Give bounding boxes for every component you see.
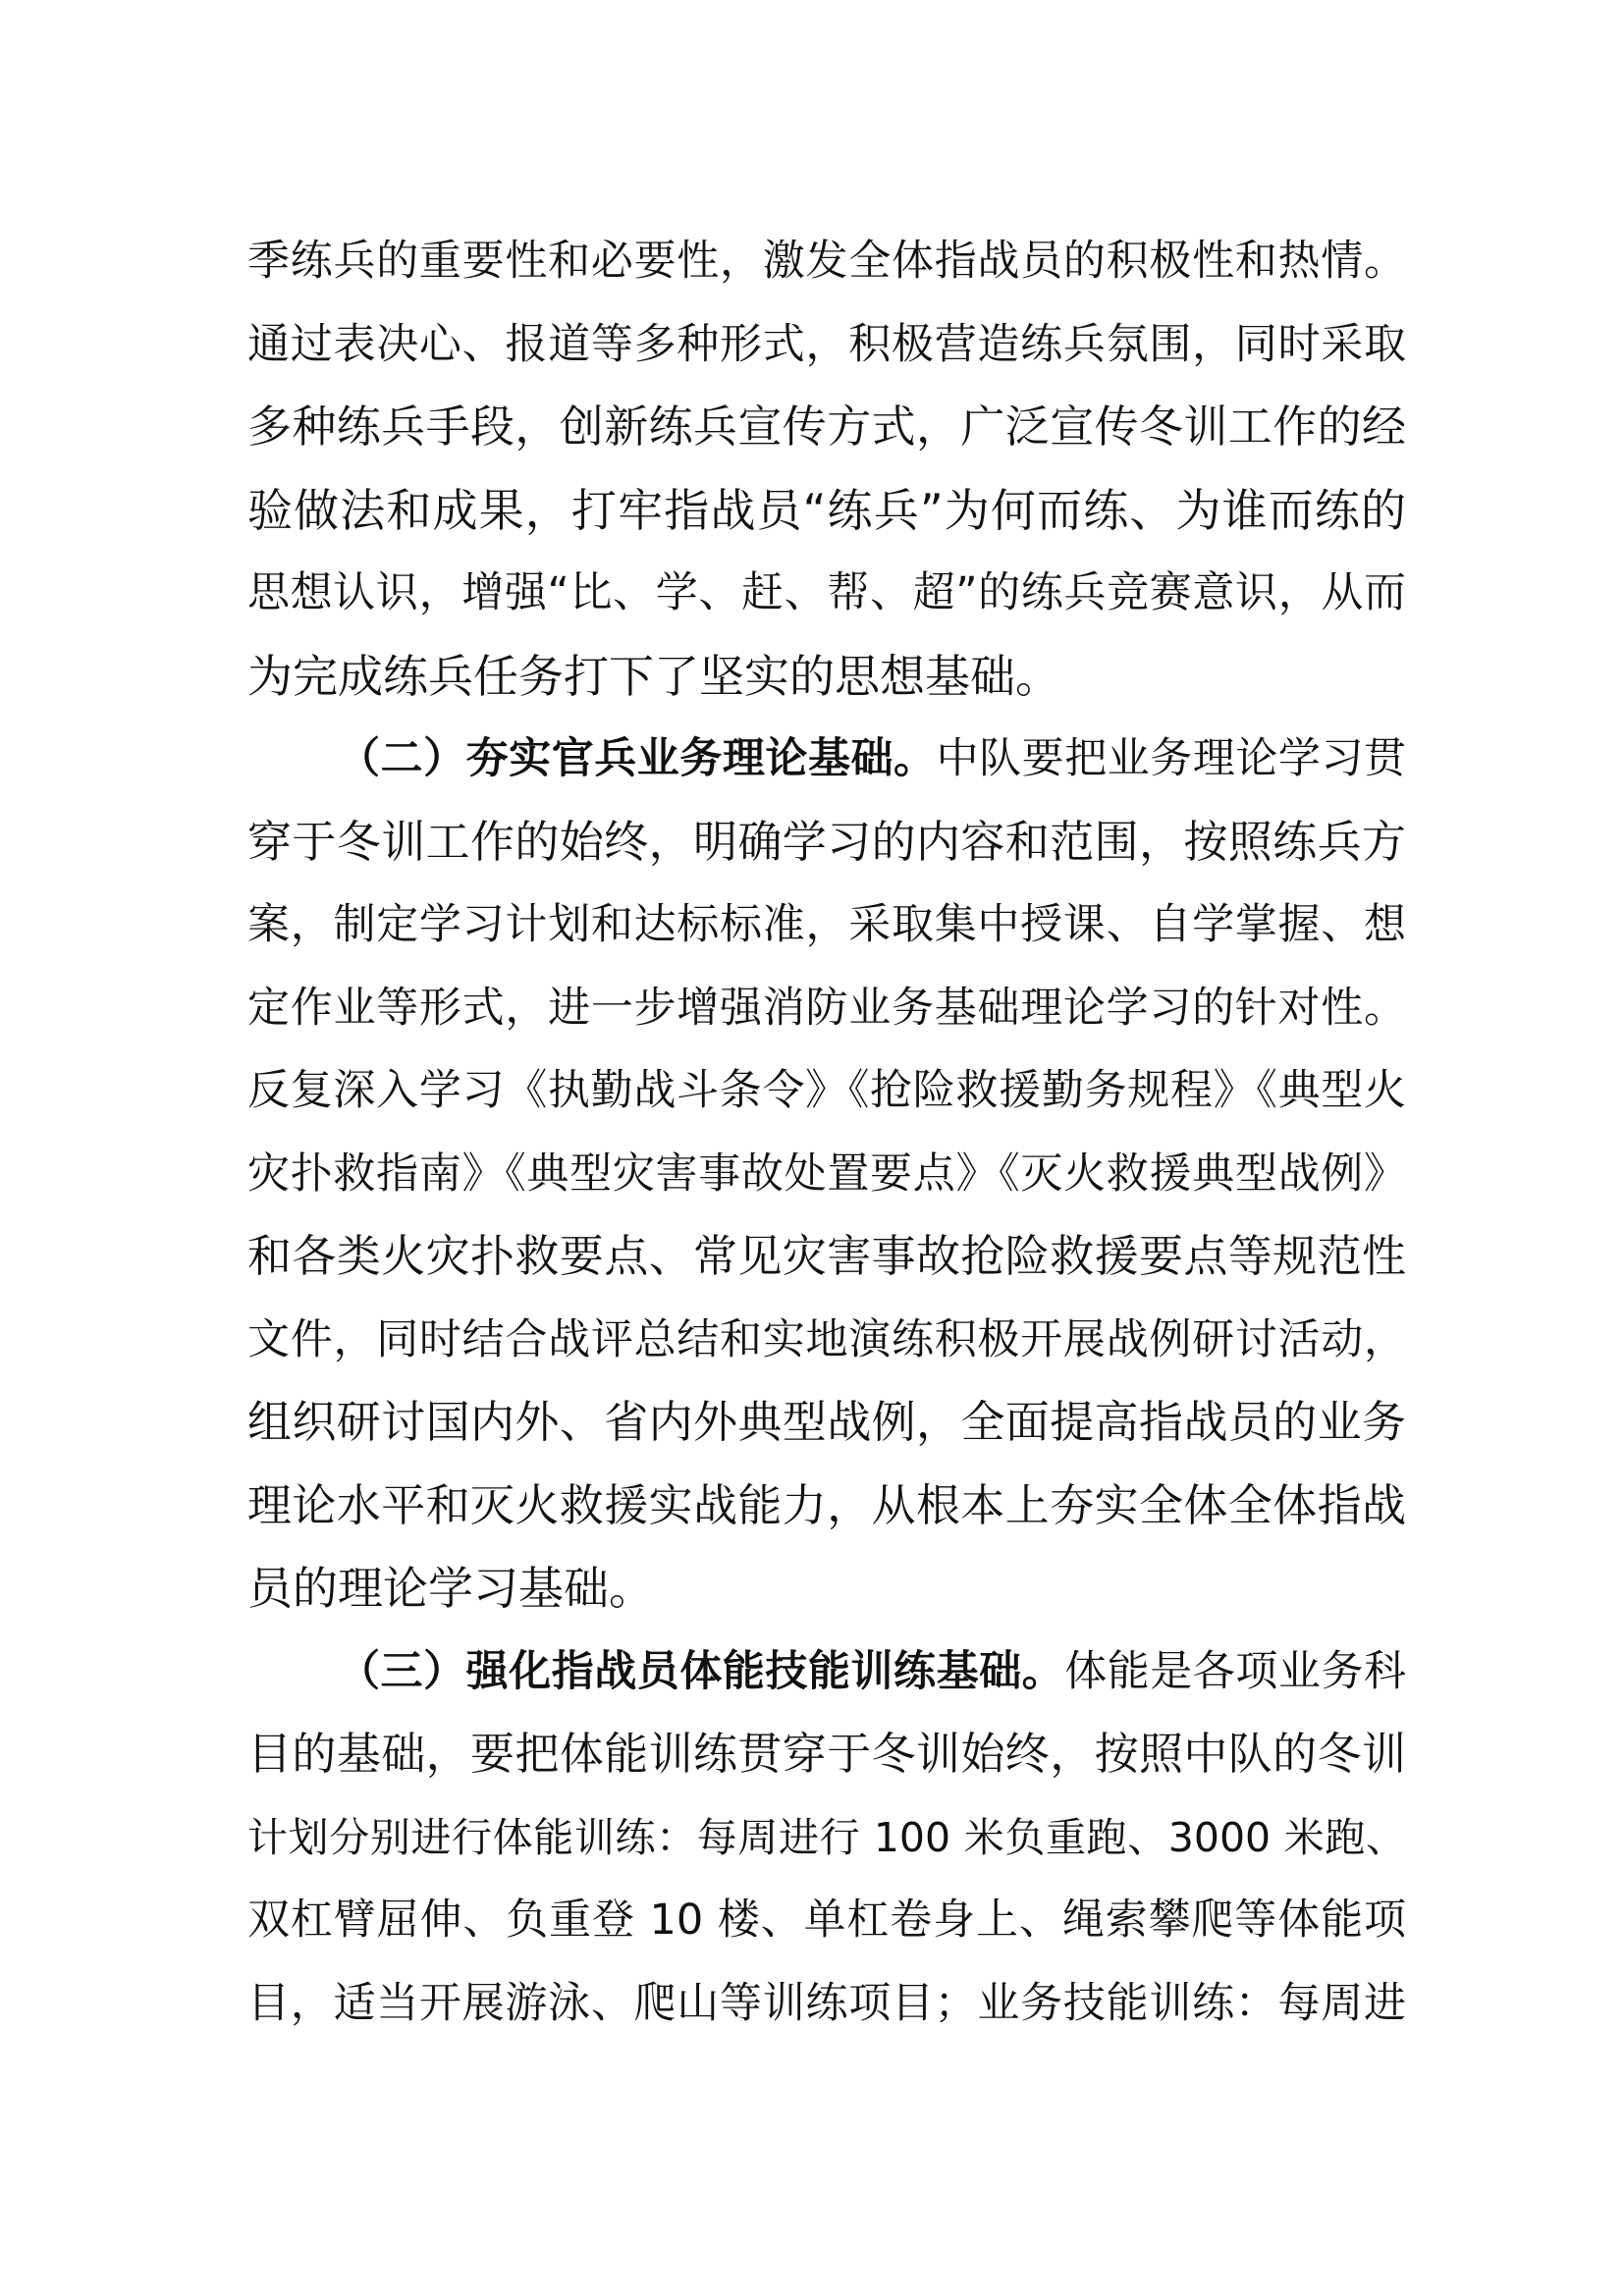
text-line: 案，制定学习计划和达标标准，采取集中授课、自学掌握、想 bbox=[247, 900, 1406, 949]
section-2-first-line bbox=[247, 718, 1406, 801]
text-line: 双杠臂屈伸、负重登 10 楼、单杠卷身上、绳索攀爬等体能项 bbox=[247, 1896, 1406, 1945]
text-line: 员的理论学习基础。 bbox=[247, 1562, 654, 1615]
text-line: 和各类火灾扑救要点、常见灾害事故抢险救援要点等规范性 bbox=[247, 1230, 1406, 1282]
section-3-first-line bbox=[247, 1630, 1406, 1714]
text-line: 通过表决心、报道等多种形式，积极营造练兵氛围，同时采取 bbox=[247, 319, 1406, 369]
text-line: 组织研讨国内外、省内外典型战例，全面提高指战员的业务 bbox=[247, 1396, 1406, 1448]
text-line: 定作业等形式，进一步增强消防业务基础理论学习的针对性。 bbox=[247, 983, 1406, 1033]
text-line: 季练兵的重要性和必要性，激发全体指战员的积极性和热情。 bbox=[247, 237, 1406, 286]
section-3-paragraph bbox=[247, 1630, 1406, 2046]
text-line: 为完成练兵任务打下了坚实的思想基础。 bbox=[247, 649, 1060, 703]
text-line: 目的基础，要把体能训练贯穿于冬训始终，按照中队的冬训 bbox=[247, 1728, 1406, 1780]
document-body bbox=[247, 220, 1406, 2045]
text-line: 计划分别进行体能训练：每周进行 100 米负重跑、3000 米跑、 bbox=[247, 1813, 1406, 1861]
text-line: 多种练兵手段，创新练兵宣传方式，广泛宣传冬训工作的经 bbox=[247, 400, 1406, 453]
text-line: 目，适当开展游泳、爬山等训练项目；业务技能训练：每周进 bbox=[247, 1978, 1406, 2028]
section-2-paragraph bbox=[247, 718, 1406, 1630]
paragraph-1 bbox=[247, 220, 1406, 718]
section-3-heading: （三）强化指战员体能技能训练基础。 bbox=[338, 1646, 1065, 1696]
section-2-heading: （二）夯实官兵业务理论基础。 bbox=[338, 734, 937, 783]
text-line: 验做法和成果，打牢指战员“练兵”为何而练、为谁而练的 bbox=[247, 483, 1406, 537]
section-2-first-line-text: 中队要把业务理论学习贯 bbox=[936, 734, 1407, 783]
section-3-first-line-text: 体能是各项业务科 bbox=[1064, 1646, 1407, 1696]
text-line: 文件，同时结合战评总结和实地演练积极开展战例研讨活动， bbox=[247, 1314, 1406, 1364]
text-line: 灾扑救指南》《典型灾害事故处置要点》《灭火救援典型战例》 bbox=[247, 1148, 1406, 1199]
text-line: 穿于冬训工作的始终，明确学习的内容和范围，按照练兵方 bbox=[247, 815, 1406, 868]
text-line: 反复深入学习《执勤战斗条令》《抢险救援勤务规程》《典型火 bbox=[247, 1066, 1406, 1115]
text-line: 思想认识，增强“比、学、赶、帮、超”的练兵竞赛意识，从而 bbox=[247, 568, 1406, 617]
text-line: 理论水平和灭火救援实战能力，从根本上夯实全体全体指战 bbox=[247, 1478, 1406, 1531]
